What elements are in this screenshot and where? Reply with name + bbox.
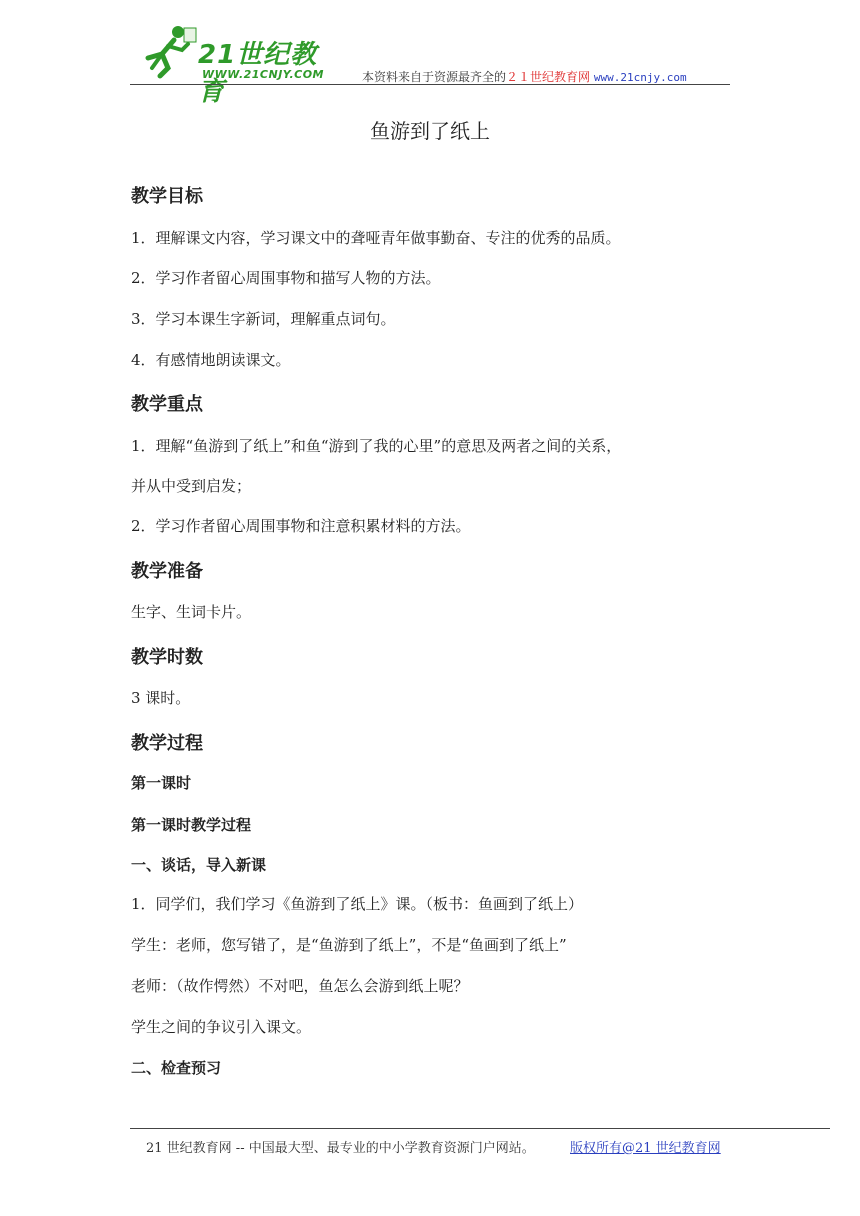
key-point-item: 2．学习作者留心周围事物和注意积累材料的方法。 bbox=[131, 517, 471, 535]
runner-logo-icon bbox=[138, 24, 198, 80]
header-note bbox=[362, 68, 687, 85]
goals-heading: 教学目标 bbox=[131, 186, 203, 207]
key-point-item: 并从中受到启发； bbox=[131, 477, 252, 495]
page-title: 鱼游到了纸上 bbox=[370, 119, 490, 143]
footer-copyright-link[interactable]: 版权所有@21 世纪教育网 bbox=[570, 1141, 721, 1156]
goal-item: 3．学习本课生字新词，理解重点词句。 bbox=[131, 310, 396, 328]
process-heading: 教学过程 bbox=[131, 733, 203, 754]
key-points-heading: 教学重点 bbox=[131, 394, 203, 415]
goal-item: 1．理解课文内容，学习课文中的聋哑青年做事勤奋、专注的优秀的品质。 bbox=[131, 229, 621, 247]
preparation-text: 生字、生词卡片。 bbox=[131, 603, 252, 621]
page-header bbox=[130, 20, 730, 107]
lesson1-process-heading: 第一课时教学过程 bbox=[131, 816, 252, 834]
process-line: 老师：（故作愕然）不对吧，鱼怎么会游到纸上呢？ bbox=[131, 977, 469, 995]
header-divider bbox=[130, 84, 730, 85]
hours-text: 3 课时。 bbox=[131, 689, 191, 707]
goal-item: 4．有感情地朗读课文。 bbox=[131, 351, 291, 369]
part1-heading: 一、谈话，导入新课 bbox=[131, 856, 267, 874]
process-line: 学生之间的争议引入课文。 bbox=[131, 1018, 312, 1036]
part2-heading: 二、检查预习 bbox=[131, 1059, 222, 1077]
header-note-site[interactable]: ２１世纪教育网 bbox=[506, 70, 591, 84]
header-note-url[interactable]: www.21cnjy.com bbox=[593, 71, 687, 84]
process-line: 1．同学们，我们学习《鱼游到了纸上》课。（板书：鱼画到了纸上） bbox=[131, 895, 584, 913]
site-logo[interactable] bbox=[138, 24, 338, 107]
footer-divider bbox=[130, 1128, 830, 1129]
preparation-heading: 教学准备 bbox=[131, 561, 203, 582]
footer-text: 21 世纪教育网 -- 中国最大型、最专业的中小学教育资源门户网站。 bbox=[146, 1141, 535, 1156]
process-line: 学生：老师，您写错了，是“鱼游到了纸上”，不是“鱼画到了纸上” bbox=[131, 936, 567, 954]
goal-item: 2．学习作者留心周围事物和描写人物的方法。 bbox=[131, 269, 441, 287]
hours-heading: 教学时数 bbox=[131, 647, 203, 668]
lesson1-heading: 第一课时 bbox=[131, 774, 192, 792]
header-note-prefix: 本资料来自于资源最齐全的 bbox=[362, 70, 507, 84]
key-point-item: 1．理解“鱼游到了纸上”和鱼“游到了我的心里”的意思及两者之间的关系， bbox=[131, 437, 622, 455]
logo-text: 21世纪教育 bbox=[198, 40, 318, 107]
logo-url: WWW.21CNJY.COM bbox=[202, 68, 324, 81]
